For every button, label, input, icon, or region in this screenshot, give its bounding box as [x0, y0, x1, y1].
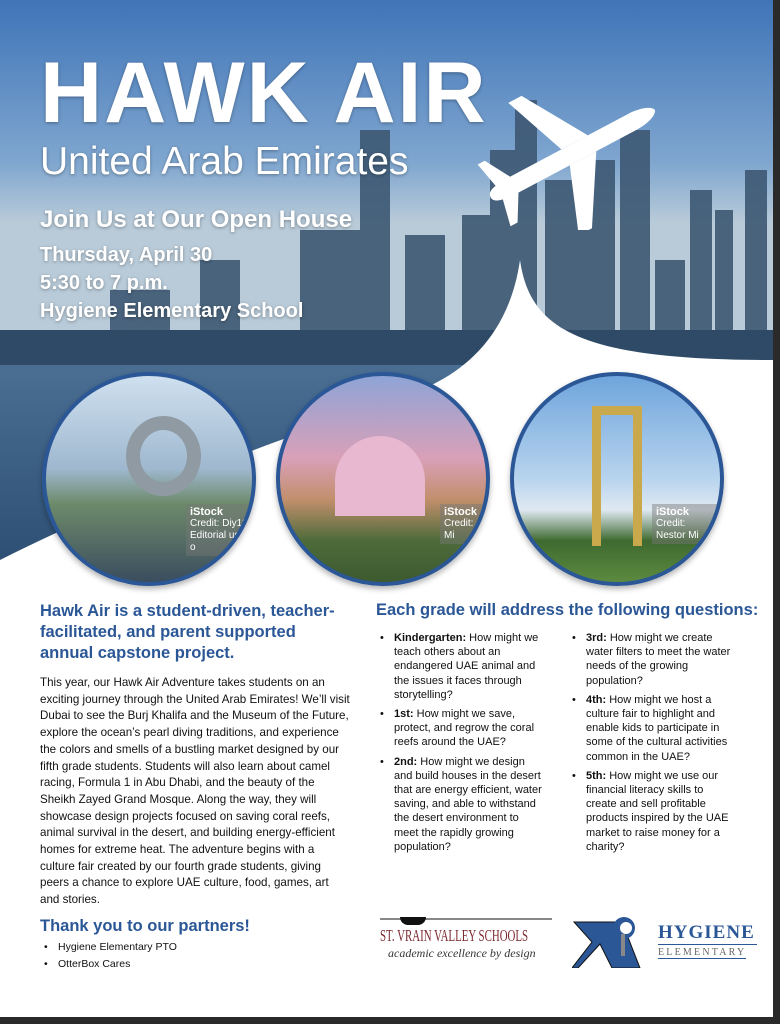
questions-heading: Each grade will address the following questions:	[376, 601, 759, 619]
open-house-invite: Join Us at Our Open House	[40, 206, 353, 233]
district-tagline: academic excellence by design	[388, 946, 536, 960]
partners-heading: Thank you to our partners!	[40, 917, 250, 935]
event-location: Hygiene Elementary School	[40, 300, 304, 322]
photo-market-palace	[276, 372, 490, 586]
event-title: HAWK AIR	[40, 45, 488, 141]
district-name: ST. VRAIN VALLEY SCHOOLS	[380, 926, 529, 945]
question-item: • 2nd: How might we design and build houses in the desert that are energy efficient, water saving, and able to withstand the desert environment to meet the rapidly growing population?	[394, 755, 544, 854]
event-date: Thursday, April 30	[40, 244, 213, 266]
question-item: • Kindergarten: How might we teach others about an endangered UAE animal and the issues it faces through storytelling?	[394, 631, 544, 702]
event-time: 5:30 to 7 p.m.	[40, 272, 168, 294]
questions-list-right	[586, 631, 736, 859]
intro-paragraph: This year, our Hawk Air Adventure takes students on an exciting journey through the United Arab Emirates! We’ll visit Dubai to see the Burj Khalifa and the Museum of the Future, explore the ocean’s pearl diving traditions, and experience the colors and smells of a bustling market designed by our fifth grade students. Students will also learn about camel racing, Formula 1 in Abu Dhabi, and the beauty of the Sheikh Zayed Grand Mosque. Along the way, they will showcase design projects focused on saving coral reefs, animal survival in the desert, and building energy-efficient homes for extreme heat. The adventure begins with a culture fair created by our fourth grade students, giving peers a chance to explore UAE culture, food, games, art and stories.	[40, 676, 350, 907]
hygiene-elementary-logo	[572, 914, 755, 968]
question-item: • 3rd: How might we create water filters to meet the water needs of the growing population?	[586, 631, 736, 688]
question-item: • 5th: How might we use our financial literacy skills to create and sell profitable products inspired by the UAE market to raise money for a charity?	[586, 769, 736, 854]
question-item: • 1st: How might we save, protect, and regrow the coral reefs around the UAE?	[394, 707, 544, 750]
graduation-cap-icon	[380, 918, 552, 920]
st-vrain-valley-schools-logo	[380, 918, 562, 961]
photo-watermark: iStock Credit: Diy13 Editorial use o	[186, 504, 252, 556]
photo-museum-of-future	[42, 372, 256, 586]
partners-list	[44, 939, 177, 973]
photo-watermark: iStock Credit: Mi	[440, 504, 486, 544]
airplane-icon	[470, 80, 670, 230]
hawk-icon	[572, 914, 644, 968]
intro-heading: Hawk Air is a student-driven, teacher-facilitated, and parent supported annual capstone project.	[40, 602, 335, 662]
questions-list-left	[394, 631, 544, 859]
partner-item: • Hygiene Elementary PTO	[44, 939, 177, 956]
question-item: • 4th: How might we host a culture fair to highlight and enable kids to participate in some of the cultural activities common in the UAE?	[586, 693, 736, 764]
school-subtitle: ELEMENTARY	[658, 947, 747, 958]
photo-dubai-frame	[510, 372, 724, 586]
partner-item: • OtterBox Cares	[44, 956, 177, 973]
photo-watermark: iStock Credit: Nestor Mi	[652, 504, 720, 544]
event-subtitle: United Arab Emirates	[40, 140, 409, 183]
school-name: HYGIENE	[658, 922, 755, 943]
